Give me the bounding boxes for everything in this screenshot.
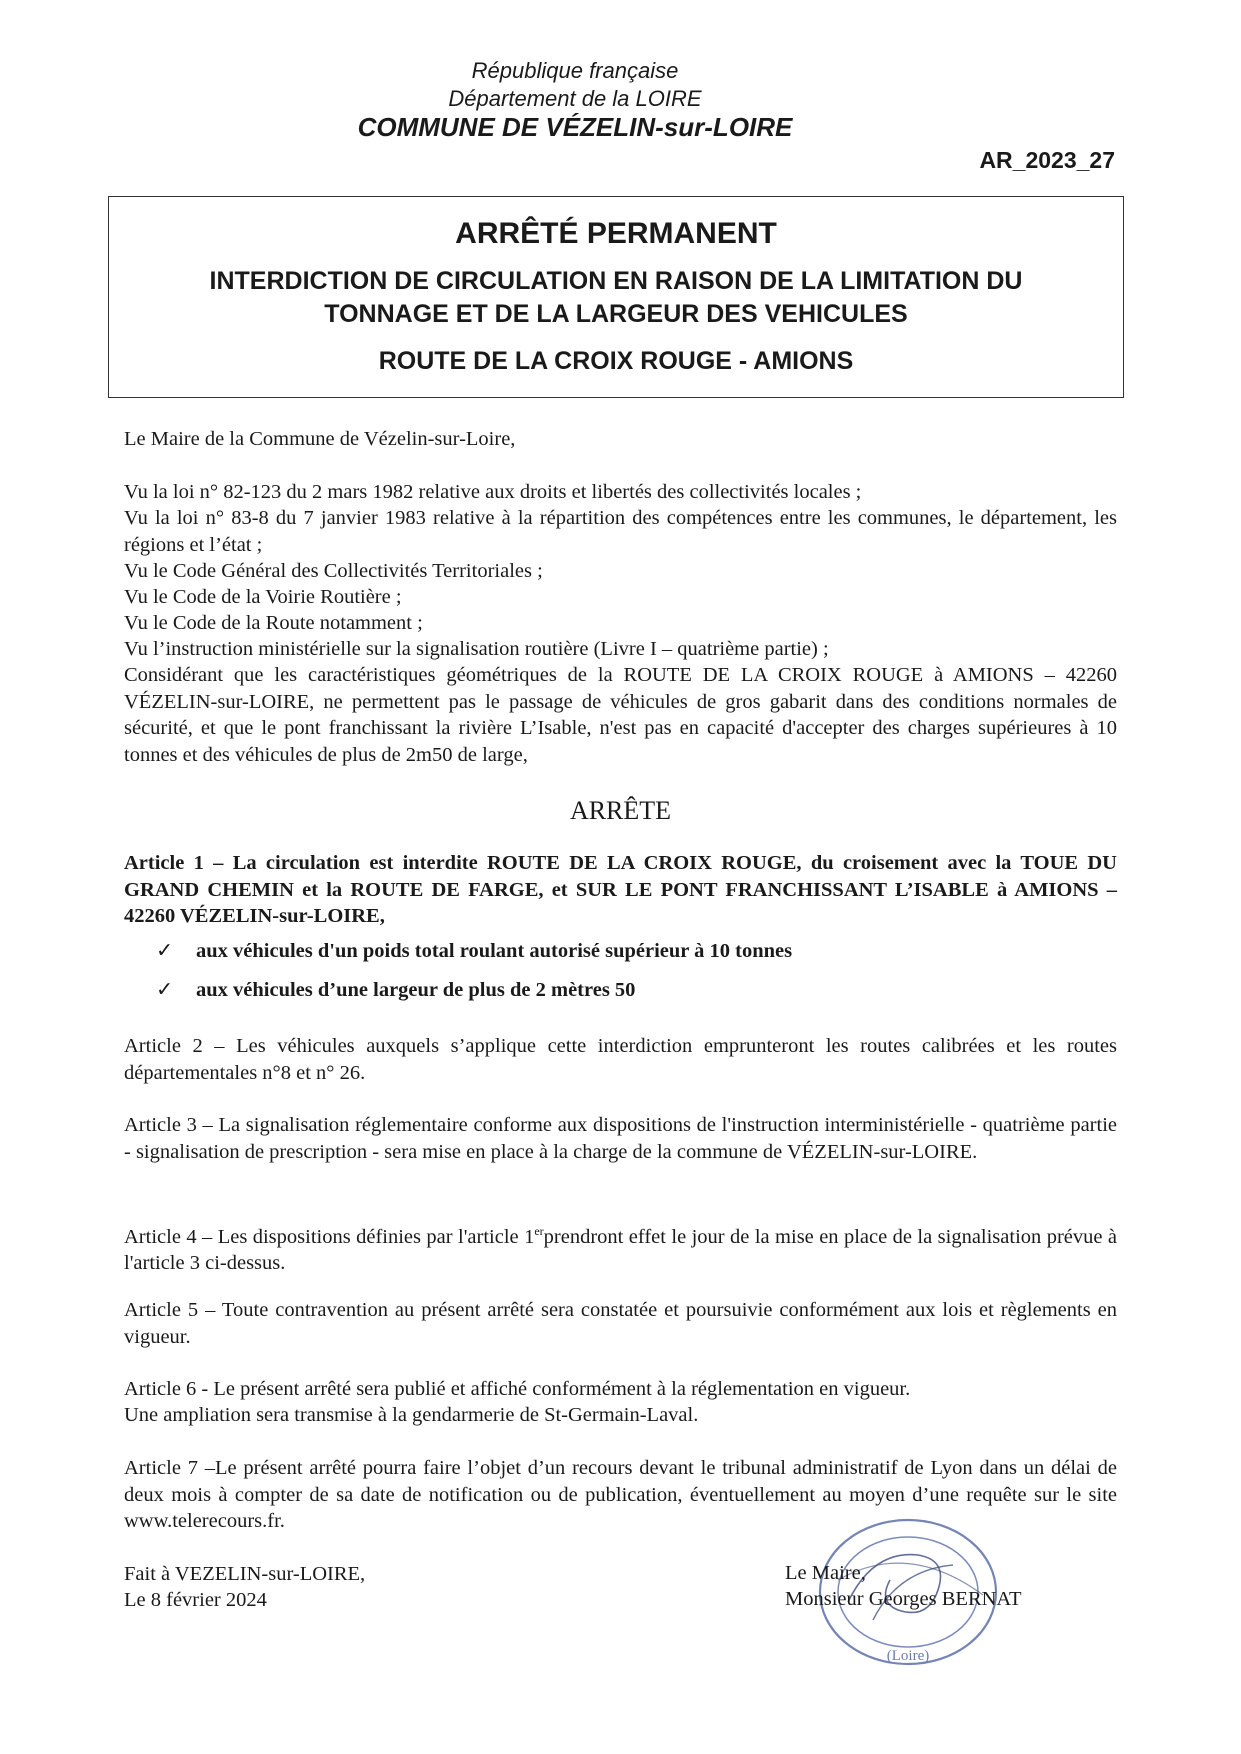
signer-name: Monsieur Georges BERNAT <box>785 1588 1022 1610</box>
article-6-line-2: Une ampliation sera transmise à la gendarmerie de St-Germain-Laval. <box>124 1404 699 1426</box>
check-icon: ✓ <box>156 979 174 1001</box>
header-departement: Département de la LOIRE <box>448 86 702 111</box>
footer-date: Le 8 février 2024 <box>124 1589 267 1611</box>
article-1-item-weight: aux véhicules d'un poids total roulant autorisé supérieur à 10 tonnes <box>196 940 793 962</box>
footer-place: Fait à VEZELIN-sur-LOIRE, <box>124 1563 366 1585</box>
article-4-superscript: er <box>534 1224 544 1238</box>
subtitle-line-2: TONNAGE ET DE LA LARGEUR DES VEHICULES <box>324 300 908 328</box>
subtitle-line-1: INTERDICTION DE CIRCULATION EN RAISON DE LA LIMITATION DU <box>209 267 1023 295</box>
article-2: Article 2 – Les véhicules auxquels s’applique cette interdiction emprunteront les routes calibrées et les routes départementales n°8 et n° 26. <box>124 1035 1117 1084</box>
title-box <box>108 196 1124 398</box>
visa-loi-1983: Vu la loi n° 83-8 du 7 janvier 1983 relative à la répartition des compétences entre les communes, le département, les régions et l’état ; <box>124 507 1117 556</box>
article-5: Article 5 – Toute contravention au présent arrêté sera constatée et poursuivie conformément aux lois et règlements en vigueur. <box>124 1299 1117 1348</box>
document-title: ARRÊTÉ PERMANENT <box>455 217 777 250</box>
signer-title: Le Maire, <box>785 1562 866 1584</box>
article-4-text-start: Article 4 – Les dispositions définies par l'article 1 <box>124 1225 535 1248</box>
considerant-paragraph: Considérant que les caractéristiques géométriques de la ROUTE DE LA CROIX ROUGE à AMIONS – 42260 VÉZELIN-sur-LOIRE, ne permettent pas le passage de véhicules de gros gabarit dans des conditions normales de sécurité, et que le pont franchissant la rivière L’Isable, n'est pas en capacité d'accepter des charges supérieures à 10 tonnes et des véhicules de plus de 2m50 de large, <box>124 664 1117 766</box>
article-6-line-1: Article 6 - Le présent arrêté sera publié et affiché conformément à la réglementation en vigueur. <box>124 1378 911 1400</box>
document-subtitle <box>109 265 1123 331</box>
arrete-heading: ARRÊTE <box>569 796 672 825</box>
document-reference: AR_2023_27 <box>979 147 1115 173</box>
visa-code-route: Vu le Code de la Route notamment ; <box>124 612 423 634</box>
check-icon: ✓ <box>156 940 174 962</box>
visa-cgct: Vu le Code Général des Collectivités Territoriales ; <box>124 560 543 582</box>
article-3: Article 3 – La signalisation réglementaire conforme aux dispositions de l'instruction interministérielle - quatrième partie - signalisation de prescription - sera mise en place à la charge de la commune de VÉZELIN-sur-LOIRE. <box>124 1114 1117 1163</box>
header-commune: COMMUNE DE VÉZELIN-sur-LOIRE <box>357 112 793 142</box>
document-location: ROUTE DE LA CROIX ROUGE - AMIONS <box>378 347 854 375</box>
visa-voirie: Vu le Code de la Voirie Routière ; <box>124 586 402 608</box>
header-republique: République française <box>471 58 679 83</box>
article-7: Article 7 –Le présent arrêté pourra faire l’objet d’un recours devant le tribunal administratif de Lyon dans un délai de deux mois à compter de sa date de notification ou de publication, éventuellement au moyen d’une requête sur le site www.telerecours.fr. <box>124 1457 1117 1532</box>
visa-instruction: Vu l’instruction ministérielle sur la signalisation routière (Livre I – quatrième partie) ; <box>124 638 829 660</box>
article-4 <box>124 1218 1117 1277</box>
visa-loi-1982: Vu la loi n° 82-123 du 2 mars 1982 relative aux droits et libertés des collectivités locales ; <box>124 481 862 503</box>
article-4-text-end: prendront effet le jour de la mise en place de la signalisation prévue à l'article 3 ci-dessus. <box>124 1225 1117 1275</box>
intro-paragraph: Le Maire de la Commune de Vézelin-sur-Loire, <box>124 428 516 450</box>
stamp-region-label: (Loire) <box>886 1648 930 1664</box>
article-1-item-width: aux véhicules d’une largeur de plus de 2 mètres 50 <box>196 979 636 1001</box>
article-1: Article 1 – La circulation est interdite ROUTE DE LA CROIX ROUGE, du croisement avec la TOUE DU GRAND CHEMIN et la ROUTE DE FARGE, et SUR LE PONT FRANCHISSANT L’ISABLE à AMIONS – 42260 VÉZELIN-sur-LOIRE, <box>124 852 1117 927</box>
